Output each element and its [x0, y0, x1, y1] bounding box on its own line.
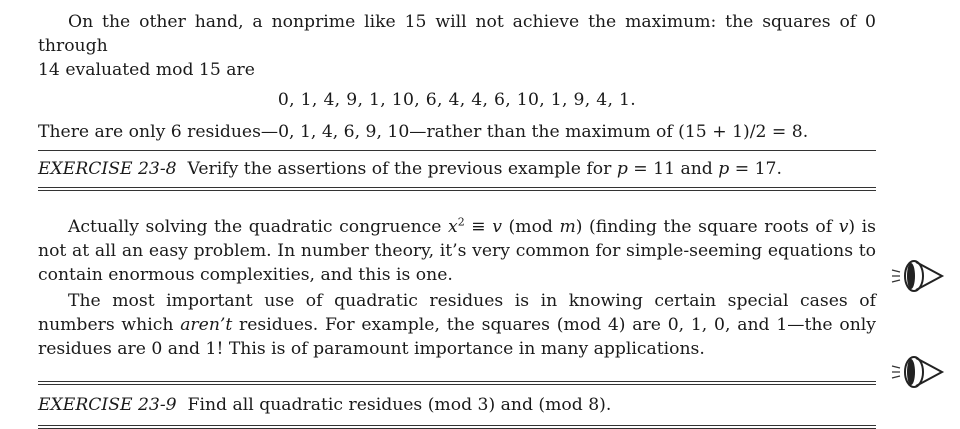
document-page [38, 10, 876, 429]
exercise-23-8 [38, 151, 876, 187]
residues-sentence: There are only 6 residues—0, 1, 4, 6, 9, 10—rather than the maximum of (15 + 1)/2 = 8. [38, 122, 809, 142]
exercise-label: EXERCISE 23-8 [38, 159, 177, 179]
squares-list: 0, 1, 4, 9, 1, 10, 6, 4, 4, 6, 10, 1, 9, 4, 1. [277, 90, 637, 110]
paragraph-residues-use: The most important use of quadratic residues is in knowing certain special cases of numbers which aren’t residues. For example, the squares (mod 4) are 0, 1, 0, and 1—the only residues are 0 and 1! This is of paramount importance in many applications. [38, 291, 876, 359]
divider-double [38, 425, 876, 429]
exercise-23-9 [38, 385, 876, 425]
exercise-text: Verify the assertions of the previous example for p = 11 and p = 17. [187, 159, 782, 179]
eye-icon [886, 256, 946, 296]
text-line: 14 evaluated mod 15 are [38, 60, 255, 80]
exercise-label: EXERCISE 23-9 [38, 395, 177, 415]
exercise-text: Find all quadratic residues (mod 3) and (mod 8). [187, 395, 612, 415]
eye-icon [886, 352, 946, 392]
text-line: On the other hand, a nonprime like 15 will not achieve the maximum: the squares of 0 through [38, 12, 876, 56]
paragraph-congruence: Actually solving the quadratic congruence $x^2 \equiv v$ (mod m) (finding the square roots of v) is not at all an easy problem. In number theory, it’s very common for simple-seeming equations to contain enormous complexities, and this is one. [38, 215, 877, 285]
paragraph-nonprime [38, 10, 876, 82]
